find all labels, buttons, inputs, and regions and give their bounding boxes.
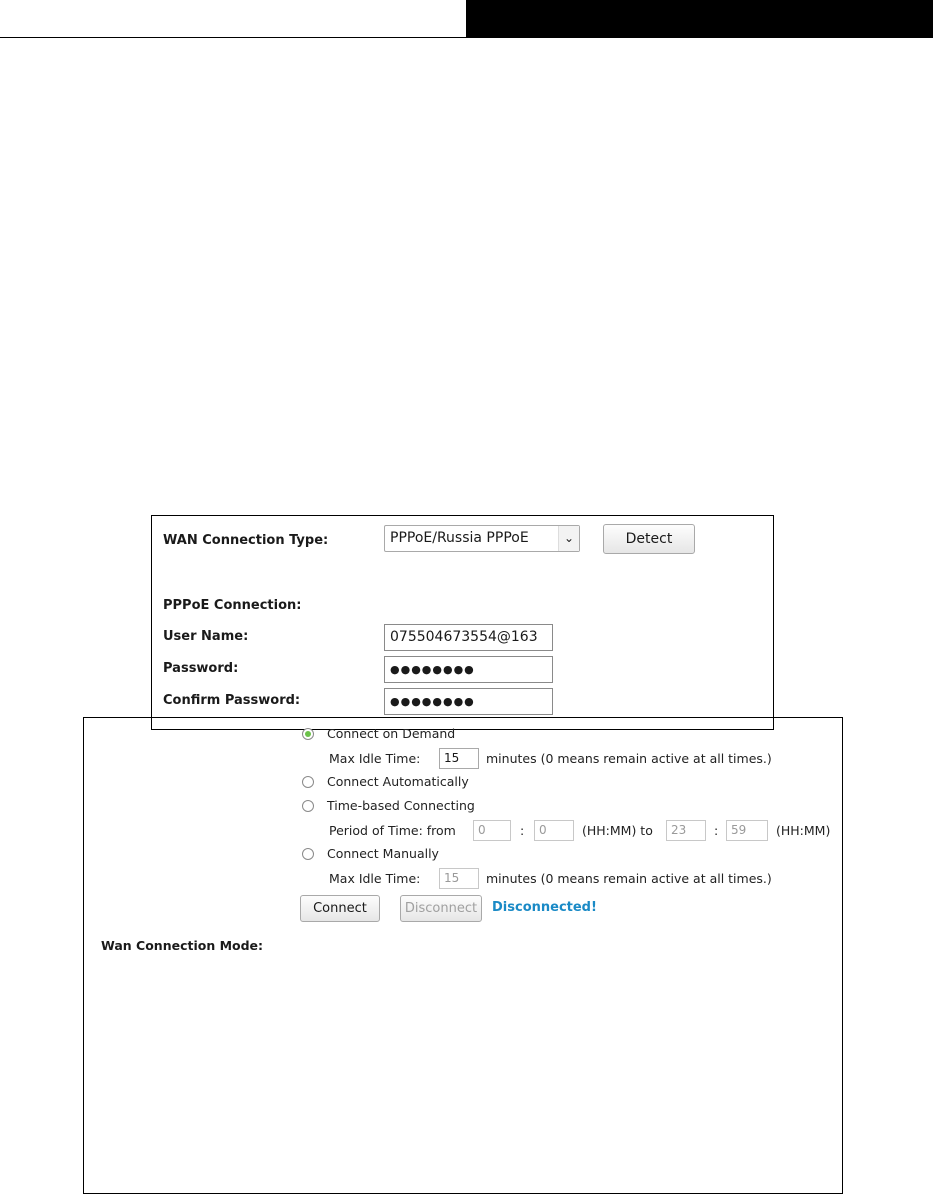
username-label: User Name: (163, 629, 249, 644)
detect-button[interactable]: Detect (603, 524, 695, 554)
max-idle-label: Max Idle Time: (329, 751, 421, 766)
radio-time-based[interactable] (302, 800, 314, 812)
confirm-password-label: Confirm Password: (163, 693, 301, 708)
wan-type-select[interactable] (384, 525, 580, 552)
confirm-password-input[interactable]: ●●●●●●●● (384, 688, 553, 715)
wan-connection-panel (151, 515, 774, 730)
to-colon: : (714, 823, 719, 838)
pppoe-heading: PPPoE Connection: (163, 598, 302, 613)
connect-automatically-label: Connect Automatically (327, 774, 469, 789)
wan-type-value: PPPoE/Russia PPPoE (390, 530, 529, 546)
connect-manually-label: Connect Manually (327, 846, 439, 861)
from-minute-input[interactable]: 0 (534, 820, 574, 841)
connect-on-demand-label: Connect on Demand (327, 726, 456, 741)
wan-type-label: WAN Connection Type: (163, 533, 329, 548)
to-minute-input[interactable]: 59 (726, 820, 768, 841)
header-rule (0, 37, 466, 38)
max-idle-input[interactable]: 15 (439, 748, 479, 769)
radio-connect-automatically[interactable] (302, 776, 314, 788)
hhmm-to-label: (HH:MM) to (582, 823, 653, 838)
password-label: Password: (163, 661, 239, 676)
period-label: Period of Time: from (329, 823, 456, 838)
wan-mode-label: Wan Connection Mode: (101, 938, 264, 953)
radio-connect-on-demand[interactable] (302, 728, 314, 740)
to-hour-input[interactable]: 23 (666, 820, 706, 841)
connect-button[interactable]: Connect (300, 895, 380, 922)
from-hour-input[interactable]: 0 (473, 820, 511, 841)
header-black-bar (466, 0, 933, 38)
manual-idle-label: Max Idle Time: (329, 871, 421, 886)
chevron-down-icon[interactable]: ⌄ (558, 526, 579, 551)
hhmm-label: (HH:MM) (776, 823, 831, 838)
manual-idle-note: minutes (0 means remain active at all times.) (486, 871, 772, 886)
max-idle-note: minutes (0 means remain active at all times.) (486, 751, 772, 766)
manual-idle-input[interactable]: 15 (439, 868, 479, 889)
connection-status: Disconnected! (492, 900, 597, 915)
password-input[interactable]: ●●●●●●●● (384, 656, 553, 683)
wan-mode-panel (83, 717, 843, 1194)
from-colon: : (520, 823, 525, 838)
username-input[interactable]: 075504673554@163 (384, 624, 553, 651)
radio-connect-manually[interactable] (302, 848, 314, 860)
disconnect-button[interactable]: Disconnect (400, 895, 482, 922)
time-based-label: Time-based Connecting (327, 798, 475, 813)
